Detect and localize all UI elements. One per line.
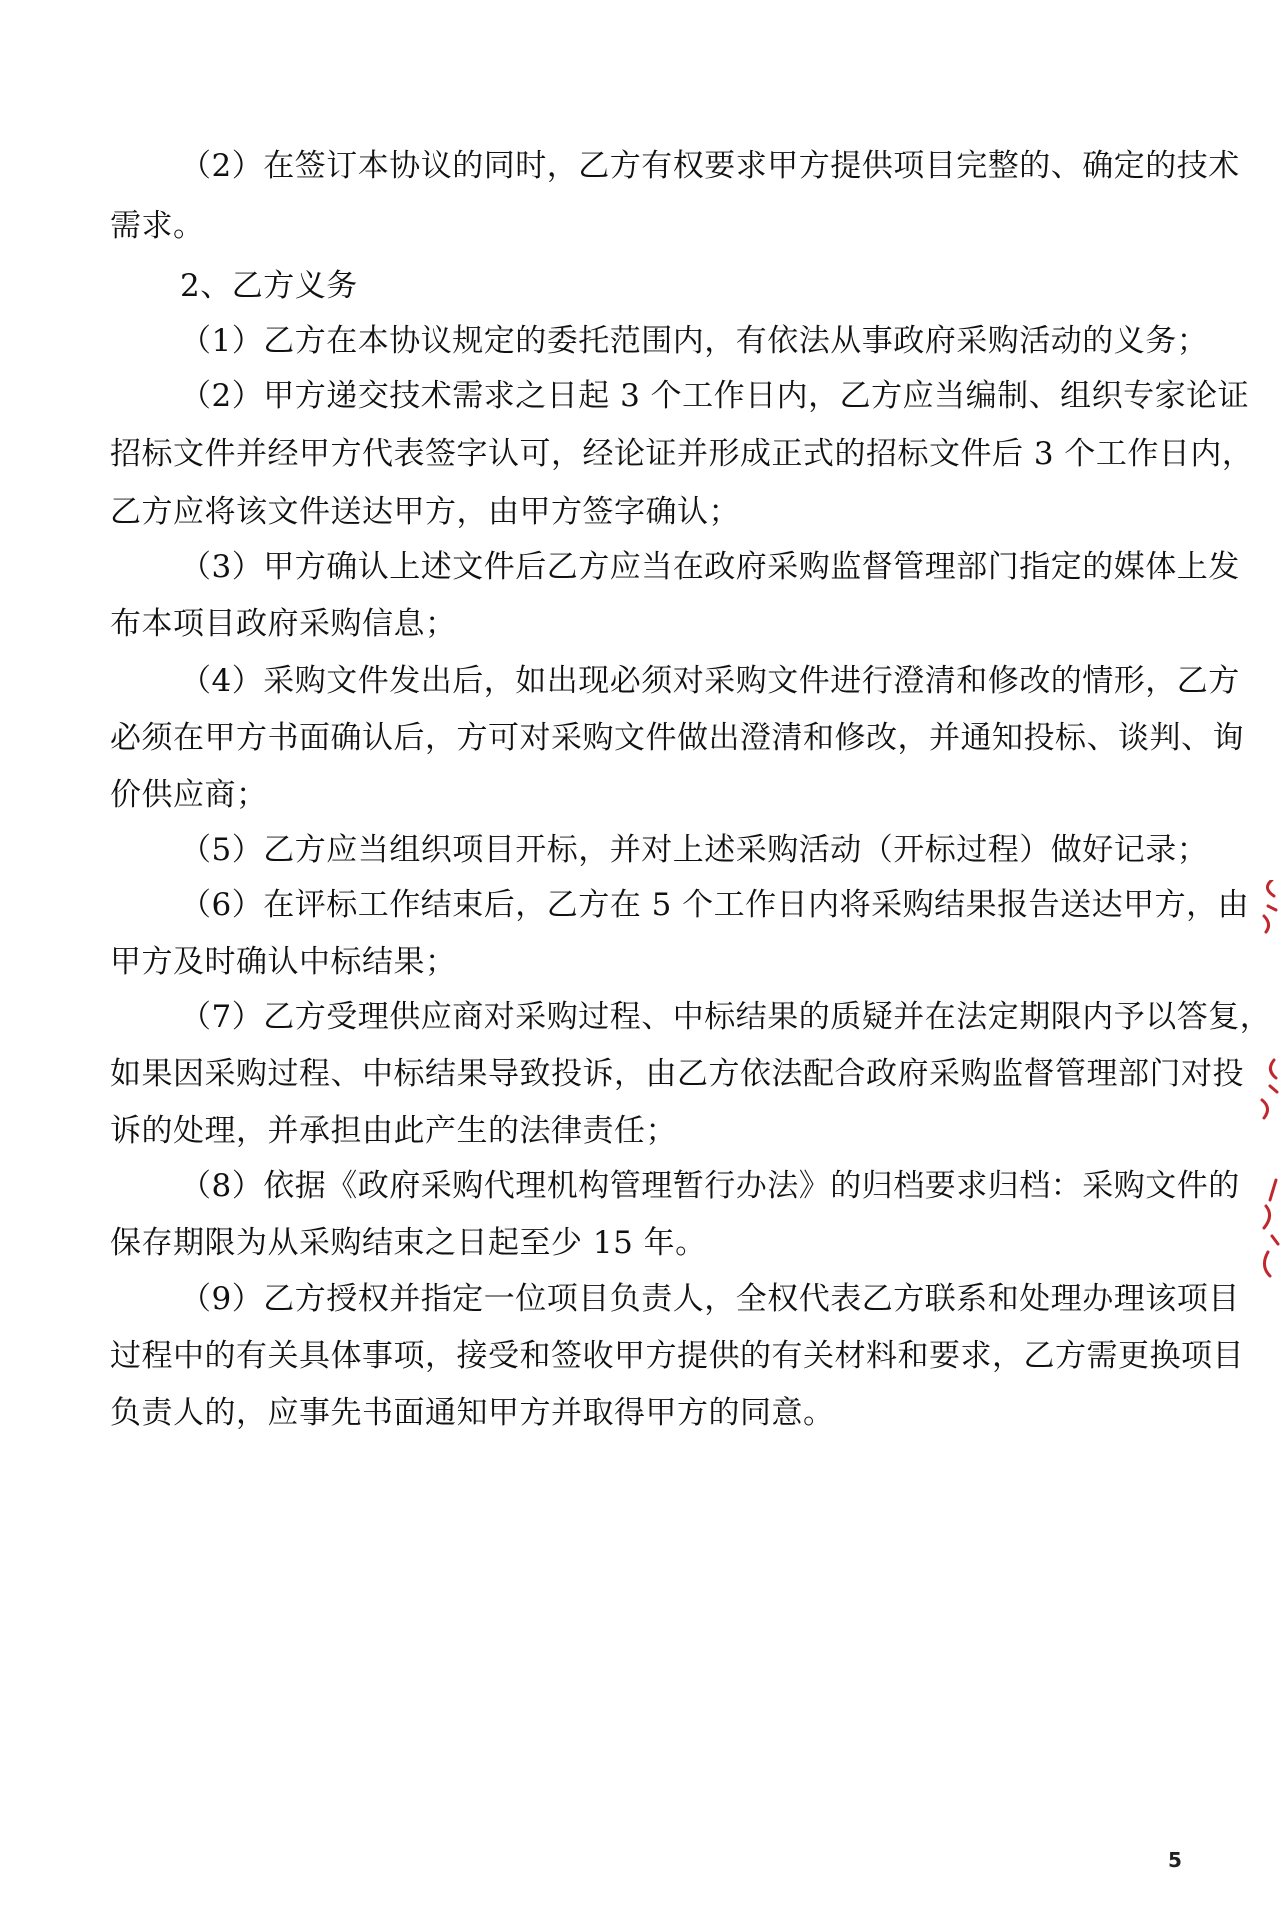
paragraph-line: 诉的处理，并承担由此产生的法律责任； xyxy=(110,1113,677,1149)
paragraph-line: （8）依据《政府采购代理机构管理暂行办法》的归档要求归档：采购文件的 xyxy=(180,1168,1240,1204)
paragraph-line: （5）乙方应当组织项目开标，并对上述采购活动（开标过程）做好记录； xyxy=(180,832,1209,868)
paragraph-line: （2）甲方递交技术需求之日起 3 个工作日内，乙方应当编制、组织专家论证 xyxy=(180,378,1250,414)
paragraph-line: （1）乙方在本协议规定的委托范围内，有依法从事政府采购活动的义务； xyxy=(180,323,1209,359)
paragraph-line: 过程中的有关具体事项，接受和签收甲方提供的有关材料和要求，乙方需更换项目 xyxy=(110,1338,1244,1374)
paragraph-line: 如果因采购过程、中标结果导致投诉，由乙方依法配合政府采购监督管理部门对投 xyxy=(110,1056,1244,1092)
paragraph-line: （9）乙方授权并指定一位项目负责人，全权代表乙方联系和处理办理该项目 xyxy=(180,1281,1240,1317)
paragraph-line: 负责人的，应事先书面通知甲方并取得甲方的同意。 xyxy=(110,1395,835,1431)
paragraph-line: 必须在甲方书面确认后，方可对采购文件做出澄清和修改，并通知投标、谈判、询 xyxy=(110,720,1244,756)
paragraph-line: （6）在评标工作结束后，乙方在 5 个工作日内将采购结果报告送达甲方，由 xyxy=(180,887,1250,923)
paragraph-line: （2）在签订本协议的同时，乙方有权要求甲方提供项目完整的、确定的技术 xyxy=(180,148,1240,184)
paragraph-line: 甲方及时确认中标结果； xyxy=(110,944,457,980)
paragraph-line: 价供应商； xyxy=(110,777,268,813)
paragraph-line: 招标文件并经甲方代表签字认可，经论证并形成正式的招标文件后 3 个工作日内， xyxy=(110,436,1254,472)
section-heading: 2、乙方义务 xyxy=(180,268,358,304)
paragraph-line: （3）甲方确认上述文件后乙方应当在政府采购监督管理部门指定的媒体上发 xyxy=(180,549,1240,585)
paragraph-line: （4）采购文件发出后，如出现必须对采购文件进行澄清和修改的情形，乙方 xyxy=(180,663,1240,699)
page-number: 5 xyxy=(1168,1848,1182,1872)
paragraph-line: 保存期限为从采购结束之日起至少 15 年。 xyxy=(110,1225,707,1261)
paragraph-line: 乙方应将该文件送达甲方，由甲方签字确认； xyxy=(110,494,740,530)
paragraph-line: 需求。 xyxy=(110,208,205,244)
seal-edge-mark xyxy=(1250,880,1280,1300)
paragraph-line: 布本项目政府采购信息； xyxy=(110,606,457,642)
paragraph-line: （7）乙方受理供应商对采购过程、中标结果的质疑并在法定期限内予以答复， xyxy=(180,999,1272,1035)
